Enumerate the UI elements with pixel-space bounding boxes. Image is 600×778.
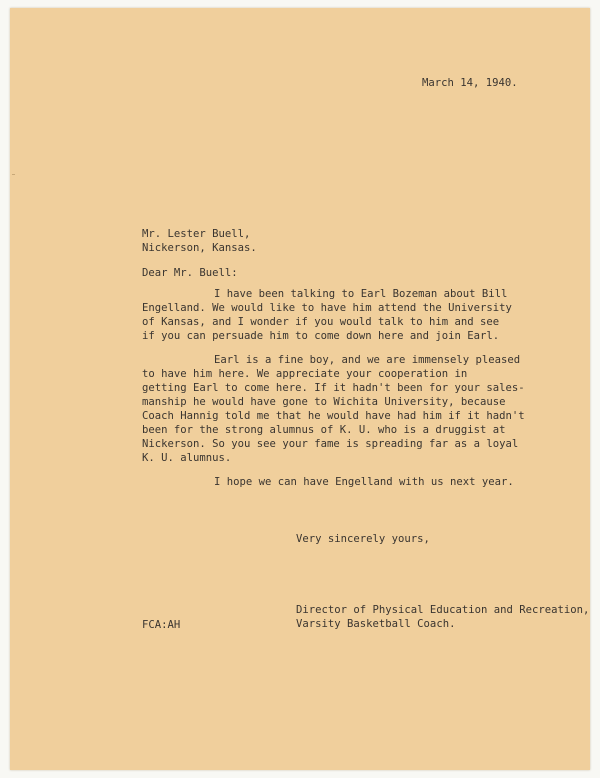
paragraph-2-line: Earl is a fine boy, and we are immensely pleased bbox=[214, 354, 521, 366]
paragraph-2-line: manship he would have gone to Wichita University, because bbox=[142, 396, 506, 408]
paper-speck bbox=[12, 174, 15, 175]
letter-page bbox=[10, 8, 590, 770]
recipient-location: Nickerson, Kansas. bbox=[142, 242, 257, 254]
paragraph-1-line: I have been talking to Earl Bozeman about Bill bbox=[214, 288, 508, 300]
paragraph-1-line: if you can persuade him to come down here and join Earl. bbox=[142, 330, 500, 342]
typist-initials: FCA:AH bbox=[142, 619, 181, 631]
signature-title-line: Varsity Basketball Coach. bbox=[296, 618, 456, 630]
salutation: Dear Mr. Buell: bbox=[142, 267, 238, 279]
letter-date: March 14, 1940. bbox=[422, 77, 518, 89]
paragraph-3: I hope we can have Engelland with us next year. bbox=[214, 476, 514, 488]
recipient-name: Mr. Lester Buell, bbox=[142, 228, 251, 240]
paragraph-2-line: been for the strong alumnus of K. U. who is a druggist at bbox=[142, 424, 506, 436]
paragraph-1-line: Engelland. We would like to have him attend the University bbox=[142, 302, 512, 314]
signature-title-line: Director of Physical Education and Recreation, bbox=[296, 604, 590, 616]
closing: Very sincerely yours, bbox=[296, 533, 430, 545]
paragraph-2-line: Nickerson. So you see your fame is spreading far as a loyal bbox=[142, 438, 519, 450]
paragraph-2-line: getting Earl to come here. If it hadn't been for your sales- bbox=[142, 382, 525, 394]
paragraph-2-line: K. U. alumnus. bbox=[142, 452, 232, 464]
paragraph-2-line: Coach Hannig told me that he would have had him if it hadn't bbox=[142, 410, 525, 422]
paragraph-1-line: of Kansas, and I wonder if you would talk to him and see bbox=[142, 316, 500, 328]
paragraph-2-line: to have him here. We appreciate your cooperation in bbox=[142, 368, 468, 380]
